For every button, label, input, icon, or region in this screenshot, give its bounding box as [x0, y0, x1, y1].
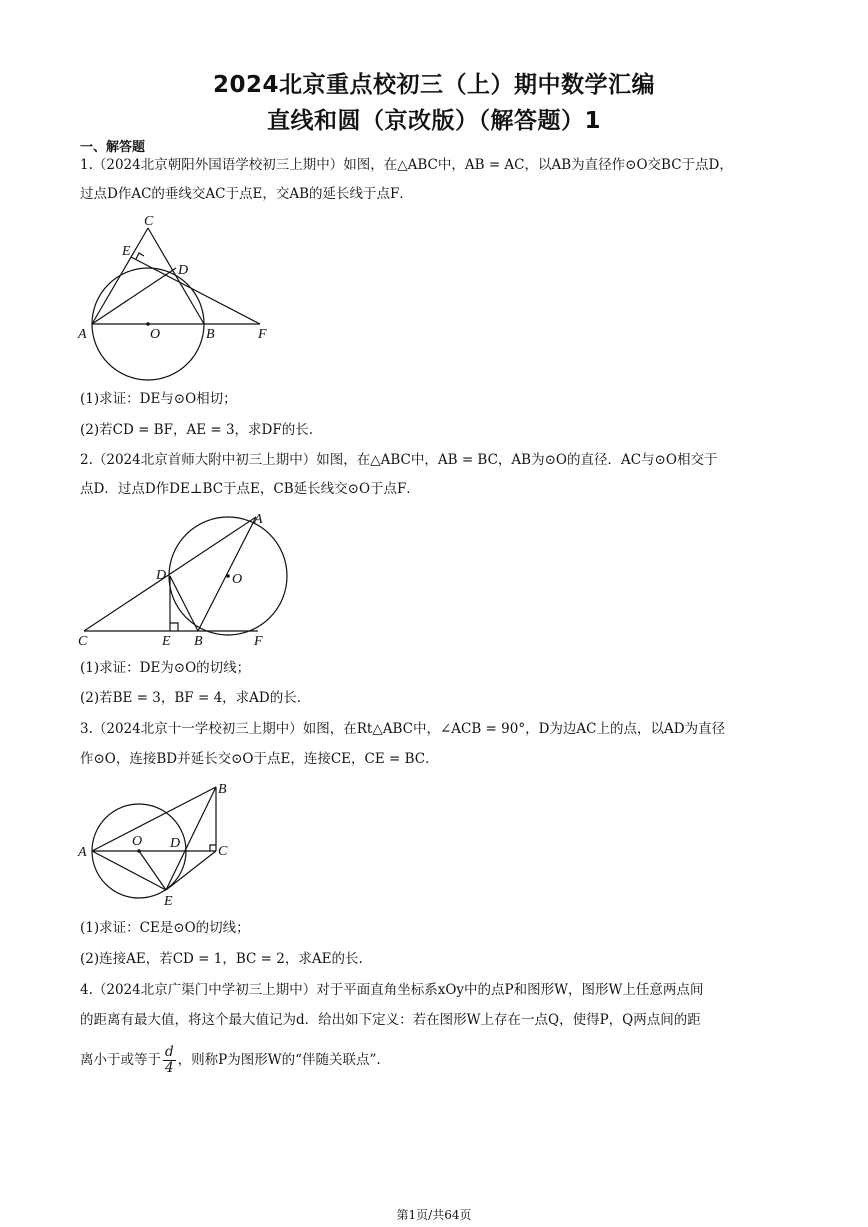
fig1-label-a: A [78, 327, 87, 342]
fig1-label-e: E [122, 244, 131, 259]
fig3-label-c: C [218, 844, 228, 859]
fig3-label-d: D [170, 836, 181, 851]
fig3-label-o: O [132, 834, 143, 849]
problem-2-statement-line2: 点D．过点D作DE⊥BC于点E，CB延长线交⊙O于点F． [80, 481, 420, 497]
problem-2-statement-line1: 2.（2024北京首师大附中初三上期中）如图，在△ABC中，AB = BC，AB为⊙O的直径．AC与⊙O相交于 [80, 452, 718, 468]
fraction-numerator: d [165, 1044, 174, 1060]
fig1-segment-bc [148, 228, 204, 324]
fig3-center-dot [137, 849, 141, 853]
page-subtitle: 直线和圆（京改版）（解答题）1 [266, 108, 601, 134]
problem-3-statement-line2: 作⊙O，连接BD并延长交⊙O于点E，连接CE，CE = BC． [80, 751, 439, 767]
fig2-label-d: D [156, 568, 167, 583]
section-heading: 一、解答题 [80, 140, 146, 155]
problem-1-statement-line1: 1.（2024北京朝阳外国语学校初三上期中）如图，在△ABC中，AB = AC，以AB为直径作⊙O交BC于点D， [80, 157, 733, 173]
problem-4-statement-line1: 4.（2024北京广渠门中学初三上期中）对于平面直角坐标系xOy中的点P和图形W，图形W上任意两点间 [80, 982, 704, 998]
problem-3-question-2: (2)连接AE，若CD = 1，BC = 2，求AE的长. [80, 951, 363, 967]
problem-4-line3-end: ，则称P为图形W的“伴随关联点”. [177, 1052, 381, 1068]
fig1-label-f: F [258, 327, 267, 342]
fig3-segment-ab [92, 787, 216, 851]
fig3-right-angle-mark [210, 845, 216, 851]
fig2-label-b: B [194, 634, 203, 649]
problem-4-statement-line2: 的距离有最大值，将这个最大值记为d．给出如下定义：若在图形W上存在一点Q，使得P，Q两点间的距 [80, 1012, 701, 1028]
problem-3-question-1: (1)求证：CE是⊙O的切线； [80, 920, 250, 936]
fig2-label-o: O [232, 572, 243, 587]
fig3-segment-oe [139, 851, 166, 890]
problem-2-question-1: (1)求证：DE为⊙O的切线； [80, 660, 251, 676]
problem-2-question-2: (2)若BE = 3，BF = 4，求AD的长. [80, 690, 302, 706]
page-title: 2024北京重点校初三（上）期中数学汇编 [212, 72, 655, 98]
problem-3-statement-line1: 3.（2024北京十一学校初三上期中）如图，在Rt△ABC中，∠ACB = 90°，D为边AC上的点，以AD为直径 [80, 721, 726, 737]
fig3-label-b: B [218, 782, 227, 797]
figure-1-circle-triangle [70, 210, 290, 390]
problem-4-statement-line3 [80, 1042, 792, 1078]
fig3-label-e: E [164, 894, 173, 909]
fig1-label-d: D [178, 263, 189, 278]
fig1-segment-ac [92, 228, 148, 324]
fig2-label-c: C [78, 634, 88, 649]
fig1-segment-ad [92, 268, 176, 324]
fig1-label-b: B [206, 327, 215, 342]
fig1-center-dot [146, 322, 150, 326]
fig1-label-c: C [144, 214, 154, 229]
fig3-segment-ae [92, 851, 166, 890]
page-footer: 第1页/共64页 [396, 1208, 472, 1222]
problem-4-line3-start: 离小于或等于 [80, 1052, 161, 1068]
figure-3-circle-right-triangle [70, 775, 250, 910]
fig2-label-a: A [254, 512, 263, 527]
fig2-segment-ab [198, 517, 256, 631]
fig2-label-e: E [162, 634, 171, 649]
problem-1-question-2: (2)若CD = BF，AE = 3，求DF的长. [80, 422, 314, 438]
problem-1-question-1: (1)求证：DE与⊙O相切； [80, 391, 237, 407]
fig2-center-dot [226, 574, 230, 578]
fig1-segment-ef [131, 257, 260, 324]
fraction-d-over-4 [163, 1045, 176, 1076]
fig2-label-f: F [254, 634, 263, 649]
figure-2-circle-triangle [70, 505, 300, 650]
fig1-right-angle-mark [136, 253, 144, 259]
fig1-label-o: O [150, 327, 161, 342]
fraction-denominator: 4 [165, 1060, 174, 1076]
fig2-right-angle-mark [170, 623, 178, 631]
fig3-segment-ce [166, 851, 216, 890]
fig3-label-a: A [78, 845, 87, 860]
problem-1-statement-line2: 过点D作AC的垂线交AC于点E，交AB的延长线于点F． [80, 186, 413, 202]
